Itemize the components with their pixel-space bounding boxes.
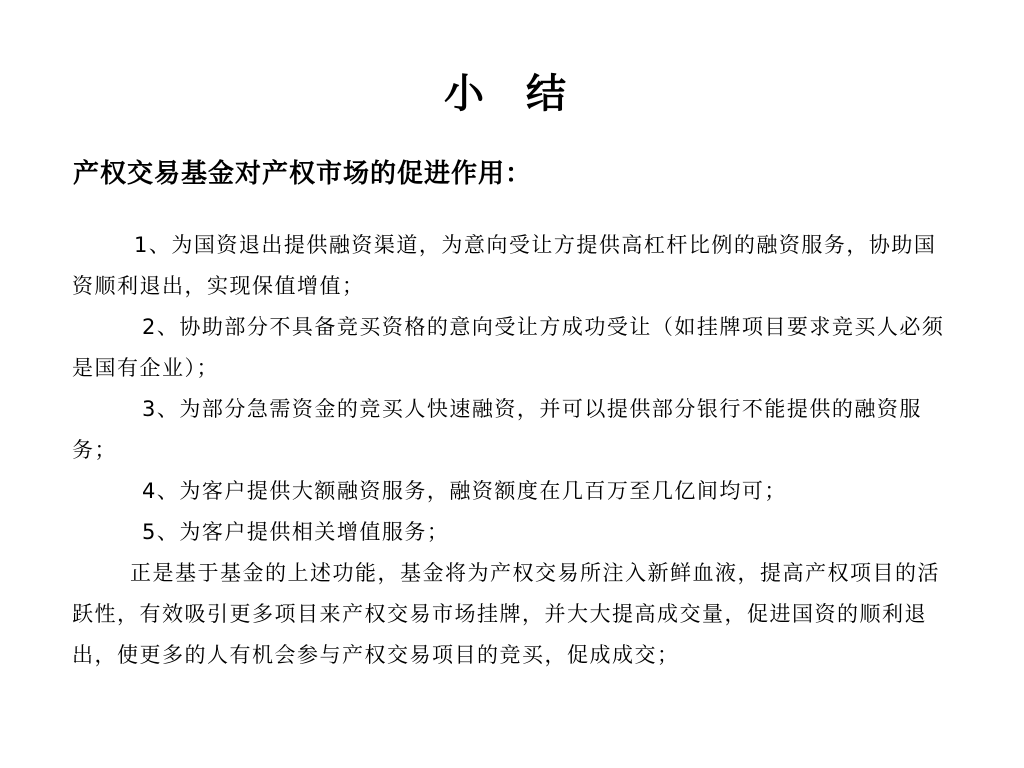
- body-text: [72, 225, 954, 676]
- list-item-1: 1、为国资退出提供融资渠道，为意向受让方提供高杠杆比例的融资服务，协助国资顺利退出，实现保值增值；: [72, 233, 937, 298]
- conclusion-paragraph: 正是基于基金的上述功能，基金将为产权交易所注入新鲜血液，提高产权项目的活跃性，有效吸引更多项目来产权交易市场挂牌，并大大提高成交量，促进国资的顺利退出，使更多的人有机会参与产权交易项目的竞买，促成成交；: [72, 561, 940, 667]
- section-heading: 产权交易基金对产权市场的促进作用：: [73, 159, 533, 189]
- slide-title: 小 结: [444, 71, 580, 117]
- list-item-2: 2、协助部分不具备竞买资格的意向受让方成功受让（如挂牌项目要求竞买人必须是国有企业）；: [72, 315, 945, 380]
- list-item-5: 5、为客户提供相关增值服务；: [142, 520, 450, 544]
- list-item-4: 4、为客户提供大额融资服务，融资额度在几百万至几亿间均可；: [142, 479, 787, 503]
- list-item-3: 3、为部分急需资金的竞买人快速融资，并可以提供部分银行不能提供的融资服务；: [72, 397, 922, 462]
